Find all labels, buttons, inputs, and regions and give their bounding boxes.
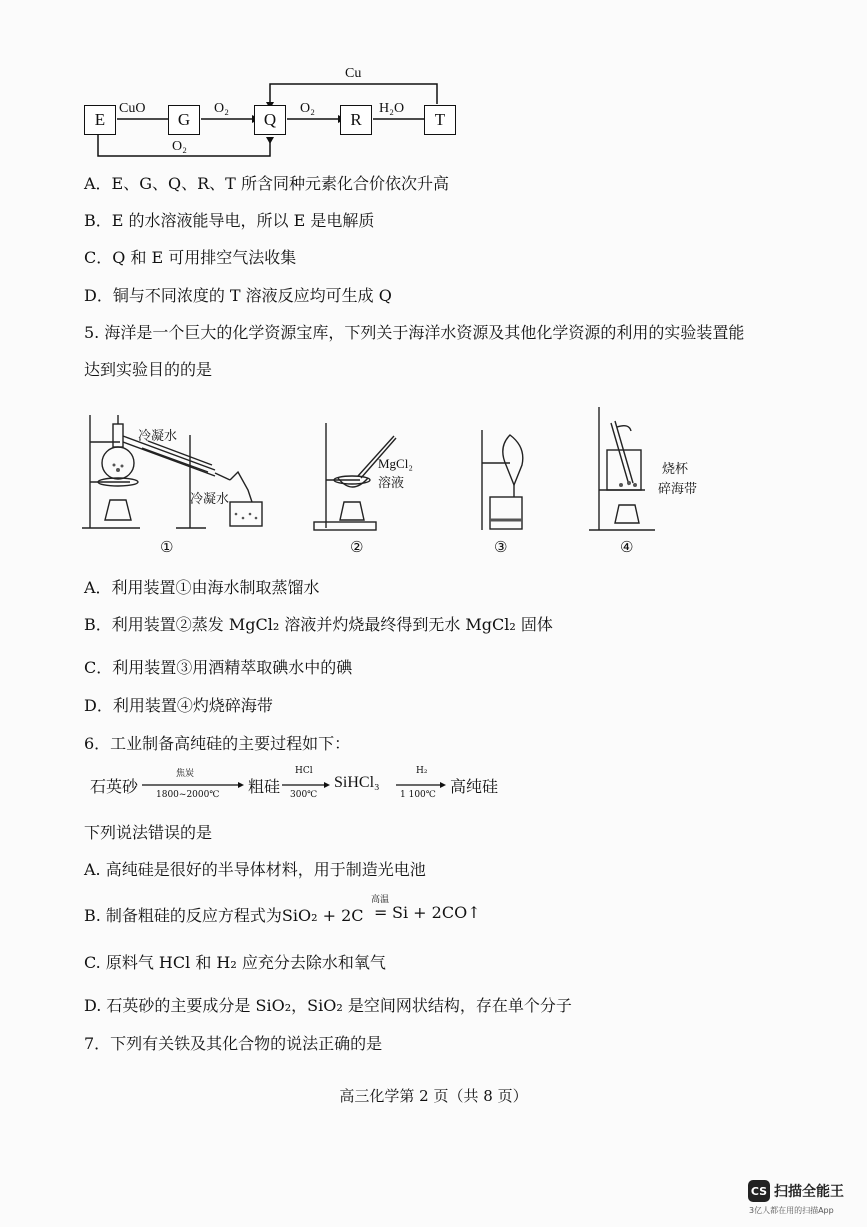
label-mgcl2: MgCl₂ xyxy=(378,456,413,471)
q6-option-b-suffix: Si + 2CO↑ xyxy=(392,903,481,922)
process-cond3-top: H₂ xyxy=(416,766,428,776)
figure-number-3: ③ xyxy=(494,538,508,556)
process-pure-silicon: 高纯硅 xyxy=(450,777,499,796)
q6-process-chain xyxy=(90,766,510,806)
q6-option-b xyxy=(84,892,504,925)
process-cond2-bottom: 300℃ xyxy=(290,790,318,800)
process-cond3-bottom: 1 100℃ xyxy=(400,790,436,800)
arrow-1-icon xyxy=(142,780,244,790)
node-t: T xyxy=(424,105,456,135)
apparatus-4-beaker-burning xyxy=(585,405,660,535)
process-quartz-sand: 石英砂 xyxy=(90,777,139,796)
q4-option-b: B．E 的水溶液能导电，所以 E 是电解质 xyxy=(84,211,375,230)
q6-option-d: D. 石英砂的主要成分是 SiO₂，SiO₂ 是空间网状结构，存在单个分子 xyxy=(84,996,572,1015)
edge-label-cuo: CuO xyxy=(119,101,146,116)
edge-label-o2-e-q: O₂ xyxy=(172,139,187,154)
node-g: G xyxy=(168,105,200,135)
label-cooling-water-out: 冷凝水 xyxy=(190,492,230,507)
q6-option-b-condition: 高温 xyxy=(371,895,390,905)
q5-option-d: D．利用装置④灼烧碎海带 xyxy=(84,696,273,715)
scanner-app-name: 扫描全能王 xyxy=(774,1184,844,1200)
q6-option-c: C. 原料气 HCl 和 H₂ 应充分去除水和氧气 xyxy=(84,953,386,972)
edge-label-cu: Cu xyxy=(345,66,362,81)
q5-option-b: B．利用装置②蒸发 MgCl₂ 溶液并灼烧最终得到无水 MgCl₂ 固体 xyxy=(84,615,553,634)
label-cooling-water-in: 冷凝水 xyxy=(138,429,178,444)
label-beaker: 烧杯 xyxy=(662,462,689,477)
q6-option-b-equals: = xyxy=(374,903,388,922)
q6-question: 下列说法错误的是 xyxy=(84,823,213,842)
q4-option-d: D．铜与不同浓度的 T 溶液反应均可生成 Q xyxy=(84,286,392,305)
q6-option-a: A. 高纯硅是很好的半导体材料，用于制造光电池 xyxy=(84,860,426,879)
q5-stem-line1: 5. 海洋是一个巨大的化学资源宝库，下列关于海洋水资源及其他化学资源的利用的实验装置能 xyxy=(84,323,745,342)
q4-option-a: A．E、G、Q、R、T 所含同种元素化合价依次升高 xyxy=(84,174,449,193)
process-cond1-bottom: 1800~2000℃ xyxy=(156,790,220,800)
label-seaweed: 碎海带 xyxy=(658,482,698,497)
page-footer: 高三化学第 2 页（共 8 页） xyxy=(339,1087,528,1105)
figure-number-4: ④ xyxy=(620,538,634,556)
arrow-3-icon xyxy=(396,780,446,790)
figure-number-1: ① xyxy=(160,538,174,556)
process-crude-silicon: 粗硅 xyxy=(248,777,281,796)
apparatus-3-separatory-funnel xyxy=(470,425,530,535)
figure-number-2: ② xyxy=(350,538,364,556)
scanner-logo-icon: CS xyxy=(748,1180,770,1202)
process-cond2-top: HCl xyxy=(295,766,313,776)
node-r: R xyxy=(340,105,372,135)
arrow-2-icon xyxy=(282,780,330,790)
q5-option-a: A．利用装置①由海水制取蒸馏水 xyxy=(84,578,320,597)
process-sihcl3: SiHCl₃ xyxy=(334,774,380,791)
edge-label-h2o: H₂O xyxy=(379,101,405,116)
edge-label-o2-g-q: O₂ xyxy=(214,101,229,116)
q5-stem-line2: 达到实验目的的是 xyxy=(84,360,213,379)
scanner-tagline: 3亿人都在用的扫描App xyxy=(749,1206,834,1215)
q5-option-c: C．利用装置③用酒精萃取碘水中的碘 xyxy=(84,658,353,677)
node-q: Q xyxy=(254,105,286,135)
process-cond1-top: 焦炭 xyxy=(176,769,195,779)
q7-stem: 7．下列有关铁及其化合物的说法正确的是 xyxy=(84,1034,383,1053)
q6-stem: 6．工业制备高纯硅的主要过程如下： xyxy=(84,734,351,753)
label-solution: 溶液 xyxy=(378,476,405,491)
node-e: E xyxy=(84,105,116,135)
q6-option-b-prefix: B. 制备粗硅的反应方程式为SiO₂ + 2C xyxy=(84,906,364,925)
q4-option-c: C．Q 和 E 可用排空气法收集 xyxy=(84,248,297,267)
edge-label-o2-q-r: O₂ xyxy=(300,101,315,116)
